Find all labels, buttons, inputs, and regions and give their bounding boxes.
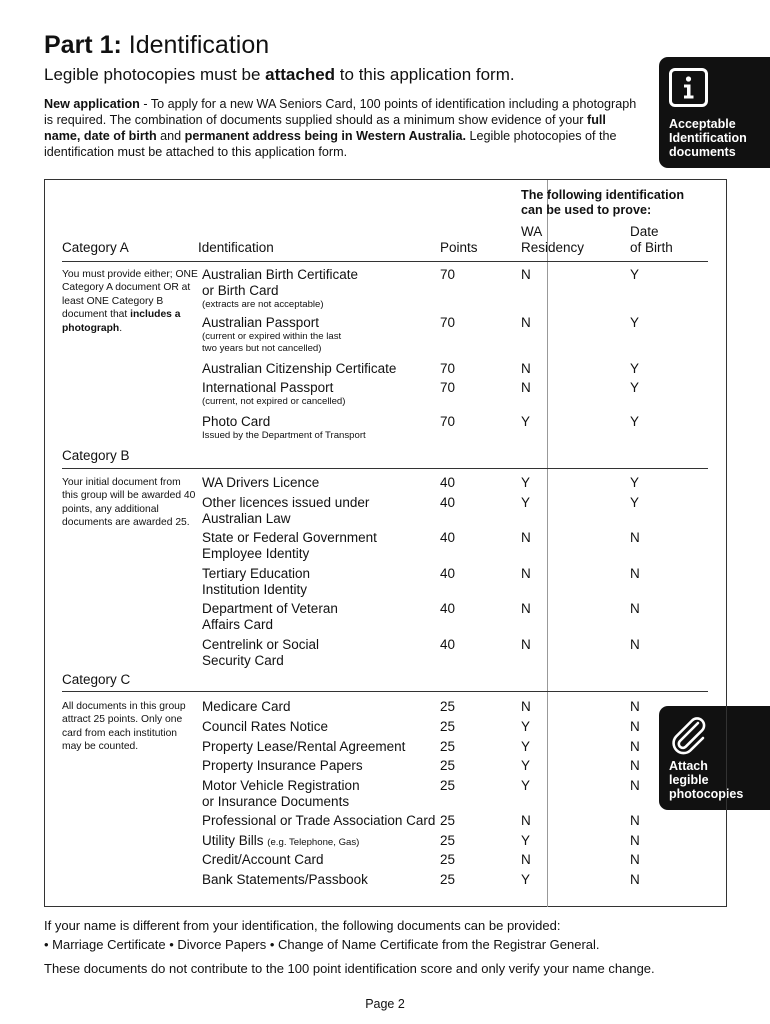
id-name: Department of Veteran <box>202 601 338 616</box>
id-name: Australian Birth Certificate <box>202 267 359 282</box>
table-row <box>202 530 377 562</box>
birth-value: Y <box>630 267 640 282</box>
id-name: Tertiary Education <box>202 566 311 581</box>
id-name: Australian Passport <box>202 315 320 330</box>
category-c-description: All documents in this group attract 25 points. Only one card from each institution may be counted. <box>62 701 186 753</box>
id-name: Other licences issued under <box>202 495 370 510</box>
table-row <box>202 495 369 527</box>
birth-value: Y <box>630 495 640 510</box>
birth-line-1: Date <box>630 224 659 239</box>
table-row <box>202 813 435 829</box>
id-name: Centrelink or Social <box>202 637 320 652</box>
birth-value: N <box>630 872 640 887</box>
residency-value: N <box>521 530 531 545</box>
id-name-line-2: or Birth Card <box>202 283 279 298</box>
birth-value: N <box>630 833 640 848</box>
attach-tab-line-1: Attach <box>669 759 708 773</box>
id-name: Property Insurance Papers <box>202 758 363 773</box>
points-value: 40 <box>440 566 456 581</box>
table-row <box>202 475 319 491</box>
id-note: (current, not expired or cancelled) <box>202 396 346 407</box>
residency-value: N <box>521 601 531 616</box>
info-icon <box>669 68 708 107</box>
birth-value: N <box>630 566 640 581</box>
residency-value: Y <box>521 495 531 510</box>
residency-value: N <box>521 566 531 581</box>
points-value: 25 <box>440 813 456 828</box>
table-row <box>202 267 358 311</box>
residency-value: N <box>521 699 531 714</box>
id-name-line-2: Security Card <box>202 653 284 668</box>
identification-table <box>44 179 727 907</box>
intro-paragraph <box>44 96 644 160</box>
intro-bold-1: full name, date of birth <box>44 113 606 143</box>
id-name: Professional or Trade Association Card <box>202 813 436 828</box>
intro-text-1: - To apply for a new WA Seniors Card, 100 points of identification including a photograph is required. The combination of documents supplied should as a minimum show evidence of your <box>44 97 637 127</box>
points-value: 25 <box>440 833 456 848</box>
category-a-heading: Category A <box>62 240 129 255</box>
category-a-desc-pre: You must provide either; ONE Category A document OR at least ONE Category B document that <box>62 269 198 321</box>
table-row <box>202 566 310 598</box>
intro-bold-2: permanent address being in Western Australia. <box>184 129 467 143</box>
birth-value: Y <box>630 315 640 330</box>
residency-value: N <box>521 380 531 395</box>
subtitle <box>44 64 515 86</box>
id-note: (e.g. Telephone, Gas) <box>267 837 360 848</box>
id-name: Motor Vehicle Registration <box>202 778 360 793</box>
residency-value: N <box>521 267 531 282</box>
id-name: Credit/Account Card <box>202 852 324 867</box>
residency-value: N <box>521 852 531 867</box>
intro-lead: New application <box>44 97 140 111</box>
name-change-documents: • Marriage Certificate • Divorce Papers • Change of Name Certificate from the Registrar General. <box>44 937 600 952</box>
column-header-identification: Identification <box>198 240 274 255</box>
id-name: Bank Statements/Passbook <box>202 872 368 887</box>
birth-value: N <box>630 601 640 616</box>
table-row <box>202 361 396 377</box>
prove-heading-line-1: The following identification <box>521 188 685 202</box>
residency-value: Y <box>521 833 531 848</box>
residency-value: N <box>521 813 531 828</box>
id-name: State or Federal Government <box>202 530 377 545</box>
points-value: 70 <box>440 315 456 330</box>
id-name: WA Drivers Licence <box>202 475 320 490</box>
birth-value: Y <box>630 414 640 429</box>
id-name-line-2: Employee Identity <box>202 546 310 561</box>
category-b-rule <box>62 468 708 469</box>
table-row <box>202 719 328 735</box>
points-value: 25 <box>440 852 456 867</box>
points-value: 25 <box>440 872 456 887</box>
prove-heading-line-2: can be used to prove: <box>521 203 652 217</box>
id-name: Australian Citizenship Certificate <box>202 361 397 376</box>
table-row <box>202 699 291 715</box>
part-label: Part 1: <box>44 31 122 59</box>
subtitle-pre: Legible photocopies must be <box>44 65 266 84</box>
info-tab-line-1: Acceptable <box>669 117 736 131</box>
id-name: International Passport <box>202 380 334 395</box>
acceptable-documents-tab <box>659 57 770 168</box>
residency-value: N <box>521 315 531 330</box>
column-header-residency <box>521 224 584 256</box>
id-name: Utility Bills <box>202 833 264 848</box>
points-value: 70 <box>440 414 456 429</box>
id-name-line-2: Institution Identity <box>202 582 308 597</box>
header-rule <box>62 261 708 262</box>
points-value: 40 <box>440 495 456 510</box>
birth-value: N <box>630 719 640 734</box>
points-value: 25 <box>440 778 456 793</box>
category-b-description: Your initial document from this group will be awarded 40 points, any additional documents are awarded 25. <box>62 477 196 529</box>
id-name-line-2: Australian Law <box>202 511 291 526</box>
residency-line-1: WA <box>521 224 543 239</box>
table-row <box>202 778 360 810</box>
birth-value: Y <box>630 361 640 376</box>
attach-tab-line-3: photocopies <box>669 787 744 801</box>
points-value: 40 <box>440 601 456 616</box>
id-name-line-2: Affairs Card <box>202 617 274 632</box>
column-header-points: Points <box>440 240 478 255</box>
birth-value: N <box>630 739 640 754</box>
table-row <box>202 601 338 633</box>
residency-value: N <box>521 361 531 376</box>
page-title <box>44 30 269 60</box>
category-a-description <box>62 268 198 335</box>
birth-value: N <box>630 637 640 652</box>
id-note: Issued by the Department of Transport <box>202 430 366 441</box>
category-c-rule <box>62 691 708 692</box>
page-number: Page 2 <box>365 997 405 1011</box>
points-value: 40 <box>440 530 456 545</box>
table-row <box>202 833 359 851</box>
points-value: 70 <box>440 361 456 376</box>
id-name: Council Rates Notice <box>202 719 329 734</box>
name-change-note: If your name is different from your identification, the following documents can be provided: <box>44 918 561 933</box>
category-c-heading: Category C <box>62 672 131 687</box>
points-value: 70 <box>440 267 456 282</box>
residency-value: N <box>521 637 531 652</box>
table-row <box>202 758 363 774</box>
residency-value: Y <box>521 739 531 754</box>
table-row <box>202 414 366 442</box>
birth-value: N <box>630 758 640 773</box>
category-b-heading: Category B <box>62 448 130 463</box>
id-note-2: two years but not cancelled) <box>202 343 322 354</box>
residency-value: Y <box>521 778 531 793</box>
birth-value: N <box>630 813 640 828</box>
table-row <box>202 739 405 755</box>
residency-line-2: Residency <box>521 240 585 255</box>
id-name: Property Lease/Rental Agreement <box>202 739 406 754</box>
column-divider <box>547 180 548 907</box>
points-value: 40 <box>440 475 456 490</box>
points-value: 25 <box>440 699 456 714</box>
table-row <box>202 852 324 868</box>
prove-heading <box>521 188 684 218</box>
table-row <box>202 872 368 888</box>
info-tab-line-3: documents <box>669 145 736 159</box>
intro-text-3: Legible photocopies of the identification must be attached to this application form. <box>44 129 617 159</box>
info-tab-line-2: Identification <box>669 131 747 145</box>
id-name: Medicare Card <box>202 699 291 714</box>
birth-value: N <box>630 530 640 545</box>
residency-value: Y <box>521 719 531 734</box>
residency-value: Y <box>521 758 531 773</box>
id-name: Photo Card <box>202 414 271 429</box>
table-row <box>202 380 345 408</box>
id-note: (current or expired within the last <box>202 331 342 342</box>
part-title-text: Identification <box>128 31 270 59</box>
points-value: 70 <box>440 380 456 395</box>
points-value: 25 <box>440 758 456 773</box>
category-a-desc-bold: includes a photograph <box>62 309 181 334</box>
column-header-date-of-birth <box>630 224 673 256</box>
points-value: 40 <box>440 637 456 652</box>
birth-value: N <box>630 852 640 867</box>
birth-value: Y <box>630 380 640 395</box>
residency-value: Y <box>521 475 531 490</box>
category-a-desc-post: . <box>119 322 123 334</box>
points-value: 25 <box>440 719 456 734</box>
birth-value: Y <box>630 475 640 490</box>
table-row <box>202 637 319 669</box>
subtitle-bold: attached <box>265 65 336 84</box>
name-change-disclaimer: These documents do not contribute to the 100 point identification score and only verify your name change. <box>44 961 655 976</box>
residency-value: Y <box>521 872 531 887</box>
subtitle-post: to this application form. <box>335 65 515 84</box>
intro-text-2: and <box>156 129 185 143</box>
id-note: (extracts are not acceptable) <box>202 299 324 310</box>
id-name-line-2: or Insurance Documents <box>202 794 350 809</box>
table-row <box>202 315 341 355</box>
birth-value: N <box>630 699 640 714</box>
points-value: 25 <box>440 739 456 754</box>
residency-value: Y <box>521 414 531 429</box>
birth-value: N <box>630 778 640 793</box>
attach-tab-line-2: legible <box>669 773 709 787</box>
birth-line-2: of Birth <box>630 240 673 255</box>
